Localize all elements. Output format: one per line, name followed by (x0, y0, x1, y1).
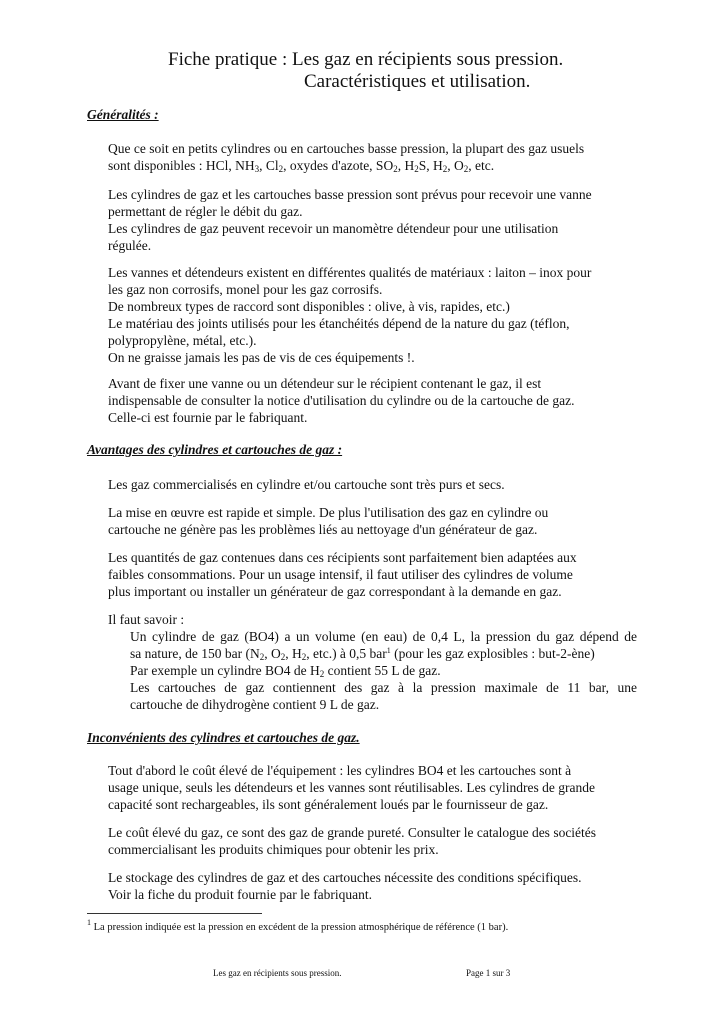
text-span: sa nature, de 150 bar (N (130, 646, 260, 661)
paragraph (108, 476, 637, 493)
text-line: cartouche ne génère pas les problèmes liés au nettoyage d'un générateur de gaz. (108, 522, 538, 537)
paragraph (108, 549, 637, 600)
formula-line: sont disponibles : HCl, $NH_3$, $Cl_2$, oxydes d'azote, $SO_2$, $H_2S$, $H_2$, $O_2$, etc. (108, 158, 495, 174)
text-line: commercialisant les produits chimiques pour obtenir les prix. (108, 842, 439, 857)
page-title-line-1: Fiche pratique : Les gaz en récipients sous pression. (168, 49, 564, 70)
text-line: Voir la fiche du produit fournie par le fabriquant. (108, 887, 373, 902)
text-line: Que ce soit en petits cylindres ou en cartouches basse pression, la plupart des gaz usuels (108, 141, 585, 156)
text-line: Les cylindres de gaz peuvent recevoir un manomètre détendeur pour une utilisation (108, 221, 559, 236)
text-line: permettant de régler le débit du gaz. (108, 204, 303, 219)
footnote-ref[interactable]: 1 (386, 646, 391, 655)
text-line: Les cylindres de gaz et les cartouches basse pression sont prévus pour recevoir une vanne (108, 187, 592, 202)
paragraph (108, 375, 637, 426)
footer-title: Les gaz en récipients sous pression. (213, 968, 342, 978)
paragraph (108, 869, 637, 903)
paragraph (108, 762, 637, 813)
text-line: régulée. (108, 238, 152, 253)
text-line: les gaz non corrosifs, monel pour les gaz corrosifs. (108, 282, 383, 297)
text-line: polypropylène, métal, etc.). (108, 333, 257, 348)
text-span: etc.) à 0,5 bar (312, 646, 387, 661)
paragraph (108, 264, 637, 366)
text-line: Le stockage des cylindres de gaz et des cartouches nécessite des conditions spécifiques. (108, 870, 582, 885)
text-line: Il faut savoir : (108, 612, 185, 627)
text-span: Par exemple un cylindre BO4 de H (130, 663, 320, 678)
formula-line: Par exemple un cylindre BO4 de $H_2$ contient 55 L de gaz. (130, 663, 441, 679)
text-line: Le matériau des joints utilisés pour les étanchéités dépend de la nature du gaz (téflon, (108, 316, 570, 331)
text-line: Les gaz commercialisés en cylindre et/ou cartouche sont très purs et secs. (108, 477, 505, 492)
text-line: usage unique, seuls les détendeurs et les vannes sont réutilisables. Les cylindres de grande (108, 780, 595, 795)
section-heading-inconvenients: Inconvénients des cylindres et cartouches de gaz. (87, 730, 360, 745)
formula-line: sa nature, de 150 bar ($N_2$, $O_2$, $H_2$, etc.) à 0,5 bar$^1$ (pour les gaz explosibles : but-2-ène) (130, 646, 595, 662)
text-line: cartouche de dihydrogène contient 9 L de gaz. (130, 697, 380, 712)
text-line: indispensable de consulter la notice d'utilisation du cylindre ou de la cartouche de gaz. (108, 393, 575, 408)
text-span: contient 55 L de gaz. (324, 663, 441, 678)
paragraph (108, 504, 637, 538)
footnote-marker: 1 (87, 918, 91, 927)
text-span: (pour les gaz explosibles : but-2-ène) (390, 646, 595, 661)
section-heading-generalites: Généralités : (87, 107, 159, 122)
text-line: capacité sont rechargeables, ils sont généralement loués par le fournisseur de gaz. (108, 797, 549, 812)
paragraph (108, 824, 637, 858)
footnote-text: La pression indiquée est la pression en excédent de la pression atmosphérique de référence (1 bar). (91, 922, 509, 933)
footnote-divider (87, 913, 262, 914)
text-line: De nombreux types de raccord sont disponibles : olive, à vis, rapides, etc.) (108, 299, 510, 314)
section-heading-avantages: Avantages des cylindres et cartouches de gaz : (87, 442, 343, 457)
text-line: Les quantités de gaz contenues dans ces récipients sont parfaitement bien adaptées aux (108, 550, 577, 565)
page-number: Page 1 sur 3 (466, 968, 511, 978)
text-line: Le coût élevé du gaz, ce sont des gaz de grande pureté. Consulter le catalogue des sociétés (108, 825, 597, 840)
paragraph (108, 611, 637, 628)
text-line: Les cartouches de gaz contiennent des gaz à la pression maximale de 11 bar, une (130, 680, 637, 695)
text-line: On ne graisse jamais les pas de vis de ces équipements !. (108, 350, 415, 365)
indented-block (130, 628, 637, 713)
text-line: faibles consommations. Pour un usage intensif, il faut utiliser des cylindres de volume (108, 567, 573, 582)
text-line: Les vannes et détendeurs existent en différentes qualités de matériaux : laiton – inox pour (108, 265, 592, 280)
text-span: sont disponibles : HCl, NH (108, 158, 255, 173)
text-line: Un cylindre de gaz (BO4) a un volume (en eau) de 0,4 L, la pression du gaz dépend de (130, 629, 637, 644)
paragraph (108, 186, 637, 254)
footnote (87, 918, 509, 933)
text-line: La mise en œuvre est rapide et simple. De plus l'utilisation des gaz en cylindre ou (108, 505, 549, 520)
text-line: plus important ou installer un générateur de gaz correspondant à la demande en gaz. (108, 584, 562, 599)
text-line: Avant de fixer une vanne ou un détendeur sur le récipient contenant le gaz, il est (108, 376, 542, 391)
text-line: Tout d'abord le coût élevé de l'équipement : les cylindres BO4 et les cartouches sont à (108, 763, 572, 778)
paragraph (108, 140, 637, 174)
text-line: Celle-ci est fournie par le fabriquant. (108, 410, 308, 425)
page-title-line-2: Caractéristiques et utilisation. (304, 71, 531, 92)
